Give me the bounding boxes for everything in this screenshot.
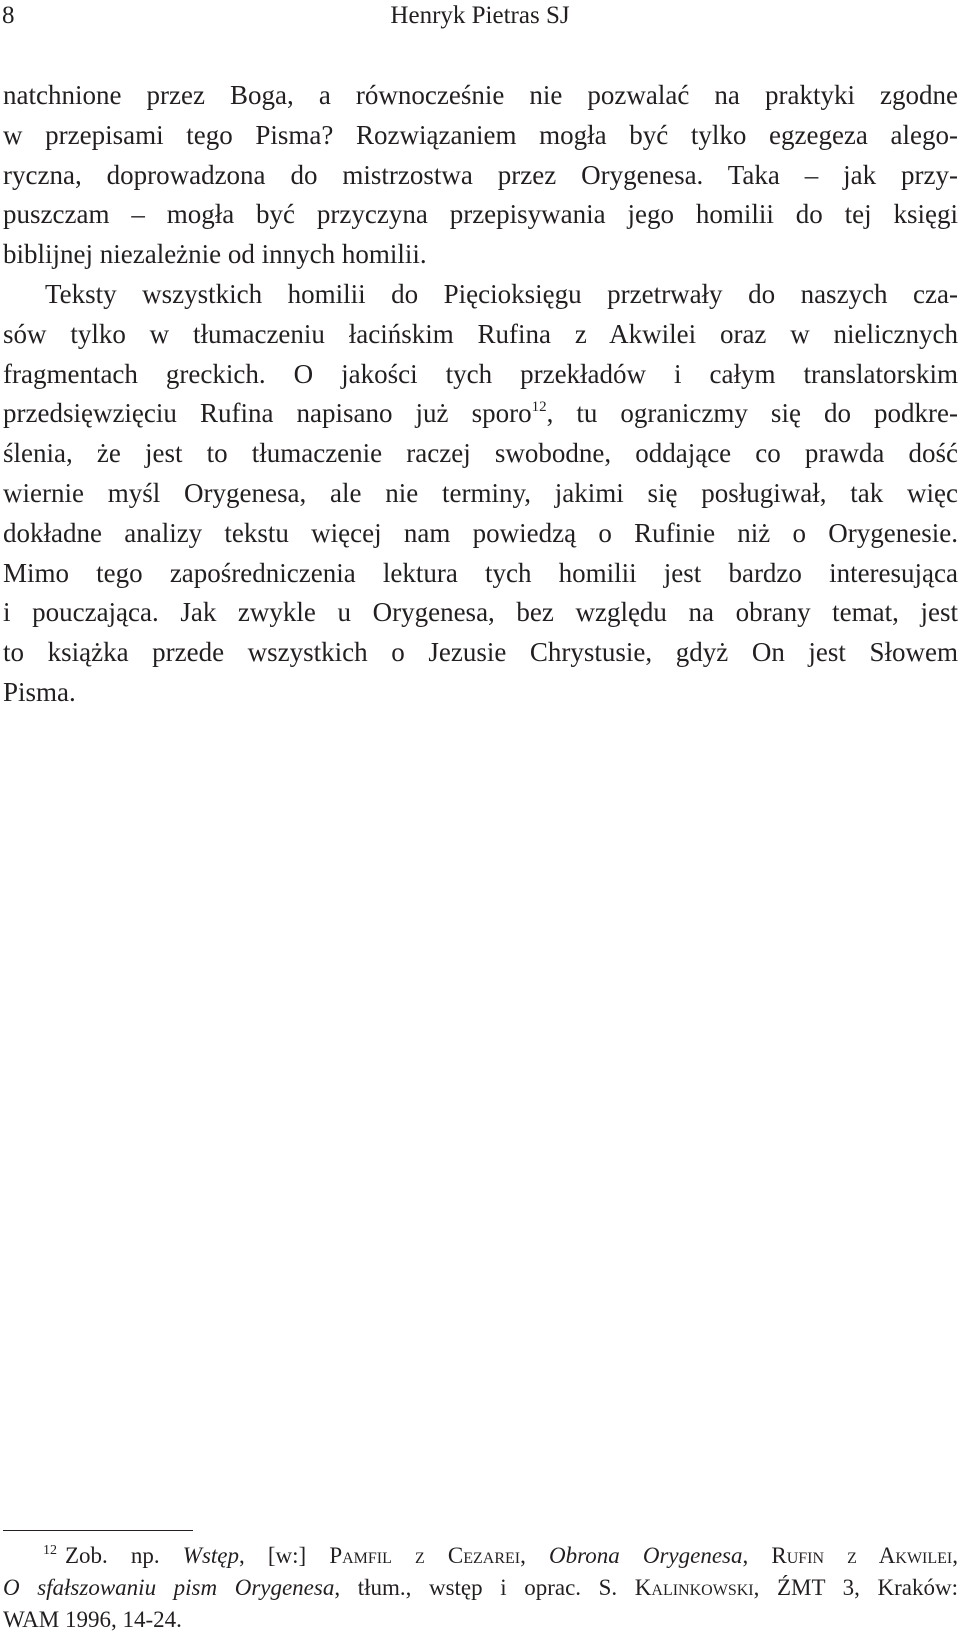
footnote-line: WAM 1996, 14-24. xyxy=(3,1607,182,1632)
footnote-reference[interactable]: 12 xyxy=(531,399,547,416)
italic-title: Wstęp xyxy=(182,1543,240,1568)
paragraph-1 xyxy=(3,76,958,275)
text-line: Mimo tego zapośredniczenia lektura tych homilii jest bardzo interesująca xyxy=(3,557,958,588)
page-number: 8 xyxy=(2,2,15,29)
text-line: to książka przede wszystkich o Jezusie Chrystusie, gdyż On jest Słowem xyxy=(3,637,958,668)
running-header xyxy=(0,0,960,34)
text-fragment: , tu ograniczmy się do podkre- xyxy=(546,398,959,429)
text-fragment: , xyxy=(742,1543,772,1568)
author-name: Pamfil z Cezarei xyxy=(329,1543,521,1568)
running-head-title: Henryk Pietras SJ xyxy=(390,2,570,29)
text-fragment: , ŹMT 3, Kraków: xyxy=(753,1575,959,1600)
text-fragment: przedsięwzięciu Rufina napisano już sporo xyxy=(3,398,532,429)
italic-title: Obrona Orygenesa xyxy=(549,1543,743,1568)
text-fragment: Zob. np. xyxy=(65,1543,183,1568)
author-name: Kalinkowski xyxy=(634,1575,754,1600)
footnote-number: 12 xyxy=(43,1543,57,1558)
text-line: natchnione przez Boga, a równocześnie nie pozwalać na praktyki zgodne xyxy=(3,80,958,110)
text-line: puszczam – mogła być przyczyna przepisywania jego homilii do tej księgi xyxy=(3,199,958,230)
italic-title: O sfałszowaniu pism Orygenesa xyxy=(3,1575,335,1600)
text-line xyxy=(3,394,958,434)
text-line: ślenia, że jest to tłumaczenie raczej swobodne, oddające co prawda dość xyxy=(3,438,958,469)
text-line: w przepisami tego Pisma? Rozwiązaniem mogła być tylko egzegeza alego- xyxy=(3,119,958,150)
text-line: fragmentach greckich. O jakości tych przekładów i całym translatorskim xyxy=(3,358,958,389)
text-fragment: , xyxy=(520,1543,550,1568)
footnote-line xyxy=(3,1540,958,1572)
author-name: Rufin z Akwilei xyxy=(771,1543,953,1568)
main-text xyxy=(3,76,958,713)
text-fragment: , [w:] xyxy=(239,1543,330,1568)
text-fragment: , xyxy=(952,1543,959,1568)
paragraph-2 xyxy=(3,275,958,713)
footnote-divider xyxy=(3,1530,193,1531)
text-line: biblijnej niezależnie od innych homilii. xyxy=(3,239,427,270)
text-line: ryczna, doprowadzona do mistrzostwa przez Orygenesa. Taka – jak przy- xyxy=(3,159,958,190)
text-line: dokładne analizy tekstu więcej nam powiedzą o Rufinie niż o Orygenesie. xyxy=(3,517,958,548)
text-fragment: , tłum., wstęp i oprac. S. xyxy=(334,1575,635,1600)
footnote-line xyxy=(3,1572,958,1604)
footnotes xyxy=(3,1540,958,1636)
text-line: wiernie myśl Orygenesa, ale nie terminy, jakimi się posługiwał, tak więc xyxy=(3,477,958,508)
text-line: i pouczająca. Jak zwykle u Orygenesa, bez względu na obrany temat, jest xyxy=(3,597,958,628)
text-line: sów tylko w tłumaczeniu łacińskim Rufina z Akwilei oraz w nielicznych xyxy=(3,318,958,349)
text-line: Teksty wszystkich homilii do Pięcioksięgu przetrwały do naszych cza- xyxy=(45,278,958,309)
text-line: Pisma. xyxy=(3,676,76,707)
footnote-12 xyxy=(3,1540,958,1636)
